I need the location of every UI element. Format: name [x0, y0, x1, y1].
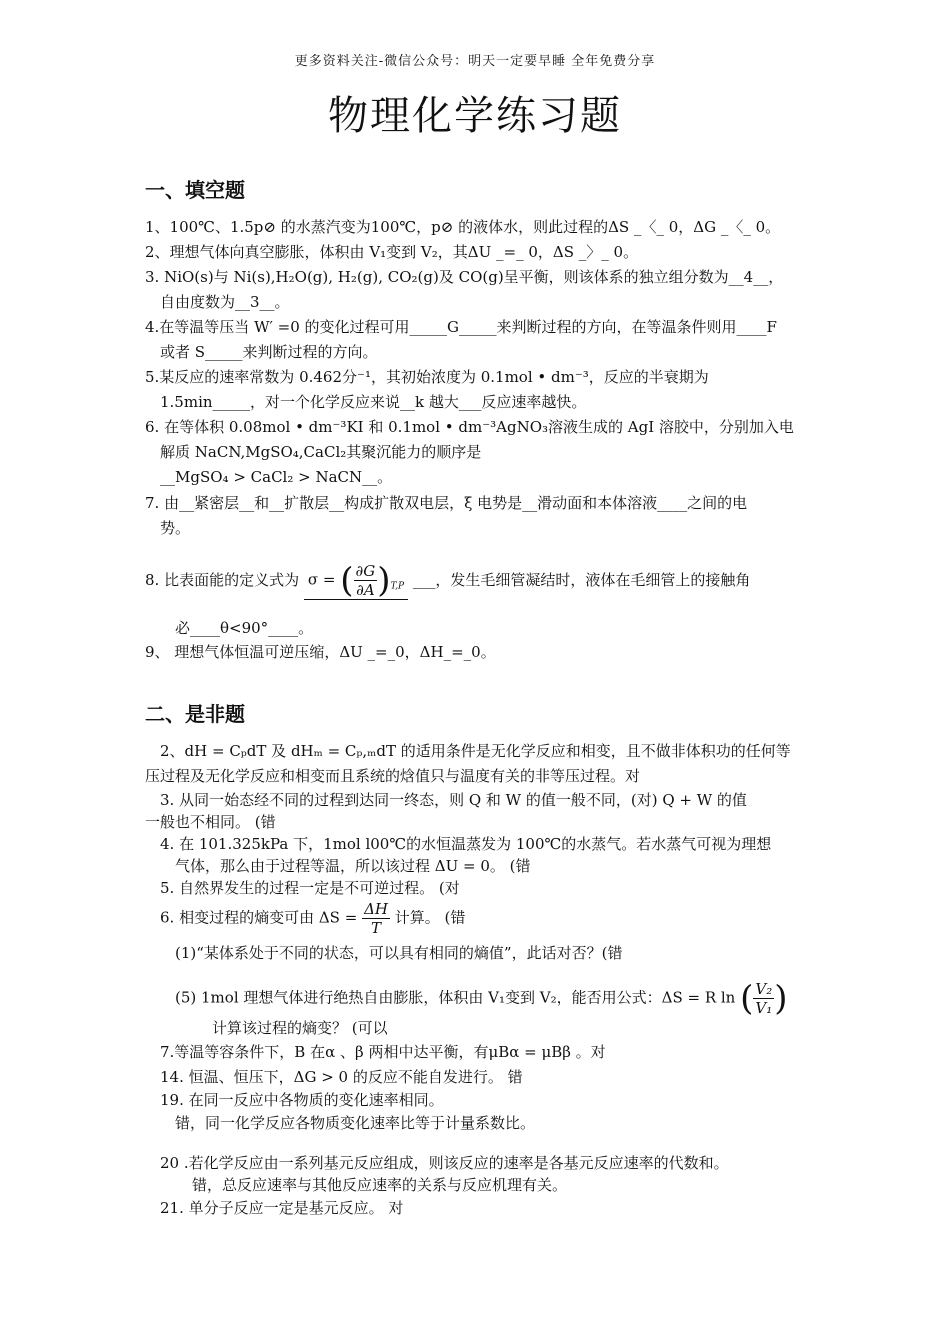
tf4-line: 4. 在 101.325kPa 下，1mol l00℃的水恒温蒸发为 100℃的水蒸气。若水蒸气可视为理想 — [160, 835, 772, 853]
q6-line: 6. 在等体积 0.08mol • dm⁻³KI 和 0.1mol • dm⁻³AgNO₃溶液生成的 AgI 溶胶中，分别加入电 — [145, 418, 794, 436]
q5-line-2: 1.5min_____，对一个化学反应来说__k 越大___反应速率越快。 — [160, 393, 587, 411]
q4-line: 4.在等温等压当 W′ =0 的变化过程可用_____G_____来判断过程的方向，在等温条件则用____F — [145, 318, 777, 336]
tf6-line — [160, 900, 465, 937]
open-paren-2: ( — [740, 978, 754, 1019]
partial-numerator: ∂G — [355, 562, 376, 580]
q2-line: 2、理想气体向真空膨胀，体积由 V₁变到 V₂，其ΔU _=_ 0，ΔS _〉_ 0。 — [145, 243, 639, 261]
q8-prefix: 8. 比表面能的定义式为 — [145, 571, 300, 589]
page-header: 更多资料关注-微信公众号：明天一定要早睡 全年免费分享 — [294, 54, 656, 69]
tf6-suffix: 计算。 (错 — [394, 908, 466, 927]
tf19-answer: 错，同一化学反应各物质变化速率比等于计量系数比。 — [175, 1114, 536, 1132]
tf19-line: 19. 在同一反应中各物质的变化速率相同。 — [160, 1091, 444, 1109]
q8-suffix: ___，发生毛细管凝结时，液体在毛细管上的接触角 — [412, 571, 751, 589]
section-heading-fill-in: 一、填空题 — [145, 178, 245, 202]
tf6-prefix: 6. 相变过程的熵变可由 ΔS = — [160, 908, 358, 927]
close-paren-2: ) — [774, 978, 788, 1019]
tf-sub5-line-2: 计算该过程的熵变？ (可以 — [212, 1019, 388, 1037]
volume-fraction — [753, 980, 774, 1017]
q3-line: 3. NiO(s)与 Ni(s),H₂O(g), H₂(g), CO₂(g)及 CO(g)呈平衡，则该体系的独立组分数为__4__， — [145, 268, 784, 286]
entropy-denominator: T — [371, 919, 382, 937]
entropy-numerator: ΔH — [364, 900, 388, 918]
open-paren: ( — [340, 560, 354, 601]
partial-fraction — [354, 562, 378, 599]
tf2-line-2: 压过程及无化学反应和相变而且系统的焓值只与温度有关的非等压过程。对 — [145, 767, 641, 785]
tf-sub5-prefix: (5) 1mol 理想气体进行绝热自由膨胀，体积由 V₁变到 V₂，能否用公式：ΔS = R ln — [175, 988, 736, 1007]
tf-sub1-line: (1)“某体系处于不同的状态，可以具有相同的熵值”，此话对否？(错 — [175, 944, 623, 962]
q8-line — [145, 562, 750, 600]
volume-numerator: V₂ — [755, 980, 773, 998]
tf14-line: 14. 恒温、恒压下，ΔG > 0 的反应不能自发进行。 错 — [160, 1068, 523, 1086]
q1-line: 1、100℃、1.5p⊘ 的水蒸汽变为100℃，p⊘ 的液体水，则此过程的ΔS _〈_ 0，ΔG _〈_ 0。 — [145, 218, 781, 236]
partial-denominator: ∂A — [356, 581, 375, 599]
q7-line: 7. 由__紧密层__和__扩散层__构成扩散双电层，ξ 电势是__滑动面和本体溶液____之间的电 — [145, 494, 748, 512]
q5-line: 5.某反应的速率常数为 0.462分⁻¹，其初始浓度为 0.1mol • dm⁻³，反应的半衰期为 — [145, 368, 709, 386]
tf21-line: 21. 单分子反应一定是基元反应。 对 — [160, 1199, 404, 1217]
q6-line-3: __MgSO₄ > CaCl₂ > NaCN__。 — [160, 468, 393, 486]
q7-line-2: 势。 — [160, 519, 191, 537]
tf3-line: 3. 从同一始态经不同的过程到达同一终态，则 Q 和 W 的值一般不同，(对) Q + W 的值 — [160, 791, 747, 809]
surface-energy-formula — [304, 562, 408, 600]
q6-line-2: 解质 NaCN,MgSO₄,CaCl₂其聚沉能力的顺序是 — [160, 443, 482, 461]
sigma-symbol: σ = — [307, 570, 336, 589]
close-paren: ) — [377, 560, 391, 601]
q8-line-2: 必____θ<90°____。 — [175, 619, 314, 637]
tf20-line: 20 .若化学反应由一系列基元反应组成，则该反应的速率是各基元反应速率的代数和。 — [160, 1154, 729, 1172]
tf4-line-2: 气体，那么由于过程等温，所以该过程 ΔU = 0。 (错 — [175, 857, 531, 875]
page-title: 物理化学练习题 — [328, 93, 622, 139]
q9-line: 9、 理想气体恒温可逆压缩，ΔU _=_0，ΔH_=_0。 — [145, 643, 496, 661]
tf2-line: 2、dH = CₚdT 及 dHₘ = Cₚ,ₘdT 的适用条件是无化学反应和相变，且不做非体积功的任何等 — [160, 742, 791, 760]
tf3-line-2: 一般也不相同。 (错 — [145, 813, 276, 831]
tp-subscript: T,P — [390, 581, 405, 592]
volume-denominator: V₁ — [755, 999, 773, 1017]
q4-line-2: 或者 S_____来判断过程的方向。 — [160, 343, 378, 361]
tf-sub5-line — [175, 980, 788, 1017]
tf5-line: 5. 自然界发生的过程一定是不可逆过程。 (对 — [160, 879, 460, 897]
q3-line-2: 自由度数为__3__。 — [160, 293, 290, 311]
section-heading-true-false: 二、是非题 — [145, 702, 245, 726]
tf7-line: 7.等温等容条件下，B 在α 、β 两相中达平衡，有μBα = μBβ 。对 — [160, 1043, 606, 1061]
tf20-answer: 错，总反应速率与其他反应速率的关系与反应机理有关。 — [192, 1176, 568, 1194]
entropy-fraction — [362, 900, 390, 937]
